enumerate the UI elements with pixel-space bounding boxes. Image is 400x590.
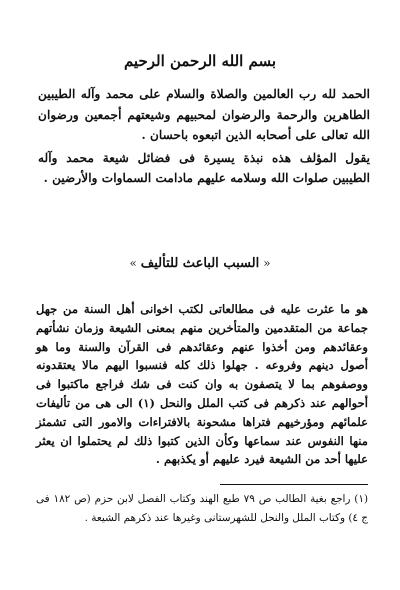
- intro-paragraph-author: يقول المؤلف هذه نبذة يسيرة فى فضائل شيعة محمد وآله الطيبين صلوات الله وسلامه عليهم مادامت السماوات والأرضين .: [38, 150, 370, 185]
- body-paragraph: هو ما عثرت عليه فى مطالعاتى لكتب اخوانى أهل السنة من جهل جماعة من المتقدمين والمتأخرين منهم بمعنى الشيعة وزمان نشأتهم وعقائدهم ومن أخذوا عنهم وعقائدهم فى القرآن والسنة وما هو أصول دينهم وفروعه . جهلوا ذلك كله فنسبوا اليهم مالا يعتقدونه ووصفوهم بما لا يتصفون به وان كنت فى شك فراجع ماكتبوا فى أحوالهم عند ذكرهم فى كتب الملل والنحل (١) الى هى من تأليفات علمائهم ومؤرخيهم فتراها مشحونة بالافتراءات والامور التى تشمئز منها النفوس عند سماعها وكأن الذين كتبوا ذلك لم يحتملوا ان يعثر عليها أحد من الشيعة فيرد عليهم أو يكذبهم .: [36, 302, 368, 467]
- section-heading: [0, 256, 400, 271]
- footnote-section: [36, 490, 368, 528]
- heading-ornament-left: »: [129, 256, 137, 270]
- heading-text: السبب الباعث للتأليف: [140, 256, 260, 271]
- heading-ornament-right: «: [263, 256, 271, 270]
- intro-section: [38, 84, 370, 189]
- footnote-separator: [220, 484, 368, 485]
- basmala-title: بسم الله الرحمن الرحيم: [123, 52, 277, 70]
- body-section: [36, 300, 368, 469]
- footnote-text: (١) راجع بغية الطالب ص ٧٩ طبع الهند وكتاب الفصل لابن حزم (ص ١٨٢ فى ج ٤) وكتاب الملل والنحل للشهرستانى وغيرها عند ذكرهم الشيعة .: [36, 493, 368, 524]
- intro-paragraph-praise: الحمد لله رب العالمين والصلاة والسلام على محمد وآله الطيبين الطاهرين والرحمة والرضوان لمحبيهم وشيعتهم أجمعين ورضوان الله تعالى على أصحابه الذين اتبعوه باحسان .: [38, 87, 370, 142]
